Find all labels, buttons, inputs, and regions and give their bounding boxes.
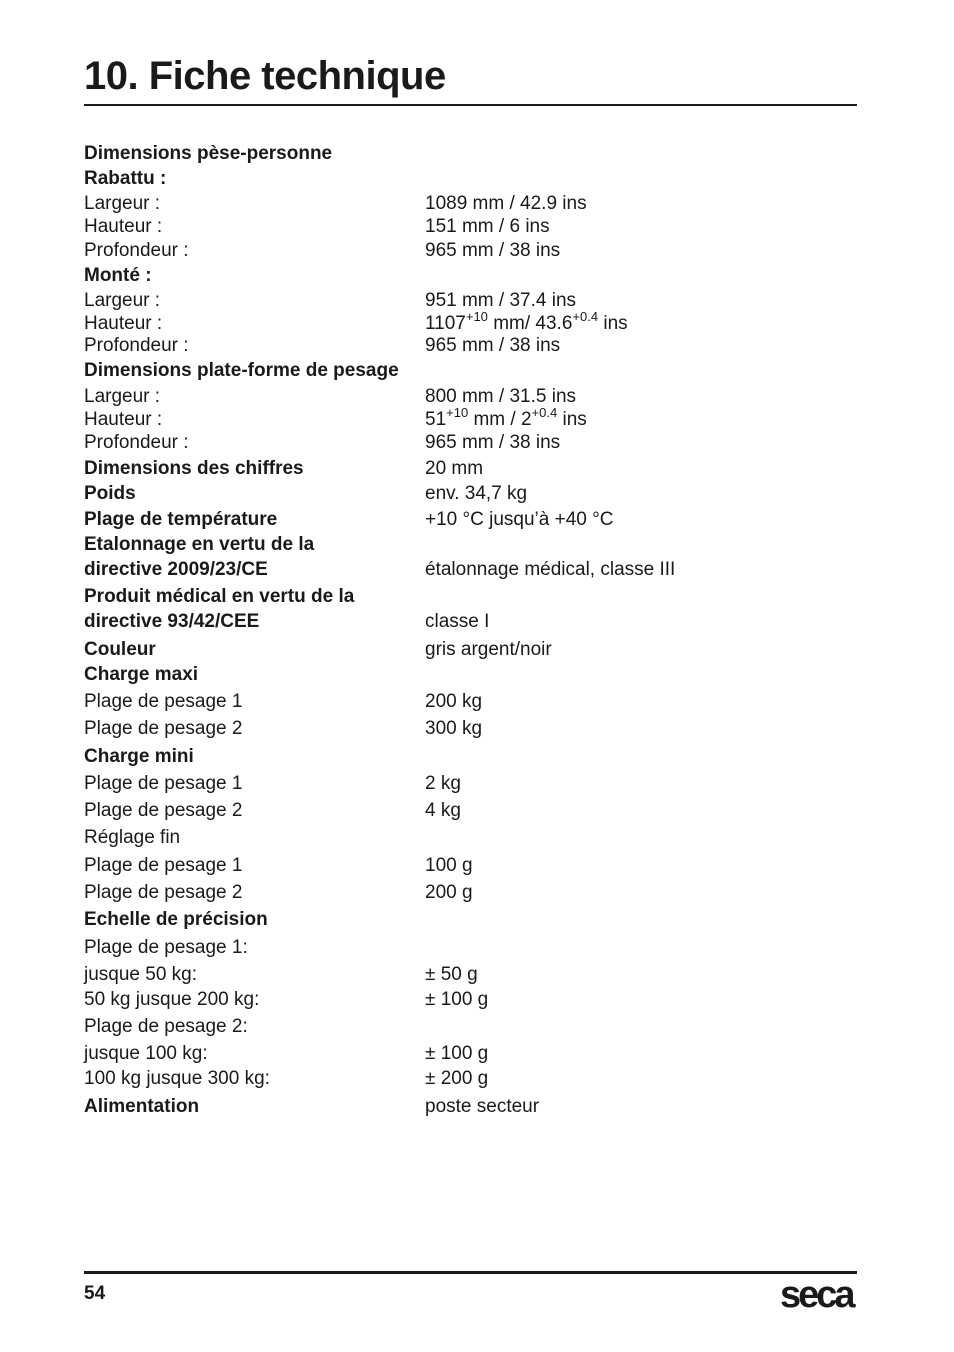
spec-label: jusque 100 kg: [84, 1043, 208, 1064]
spec-label: Alimentation [84, 1096, 200, 1117]
spec-label: Couleur [84, 639, 156, 660]
title-divider [84, 104, 857, 106]
spec-label: Hauteur : [84, 313, 163, 334]
spec-label: 100 kg jusque 300 kg: [84, 1068, 270, 1089]
spec-value: +10 °C jusqu’à +40 °C [425, 509, 614, 530]
spec-label: Dimensions des chiffres [84, 458, 304, 479]
spec-label: Profondeur : [84, 432, 189, 453]
spec-label: Charge mini [84, 746, 194, 767]
page-title: 10. Fiche technique [84, 54, 446, 98]
spec-label: Hauteur : [84, 409, 163, 430]
spec-value: 965 mm / 38 ins [425, 335, 561, 356]
spec-label: Monté : [84, 265, 152, 286]
spec-value: ± 50 g [425, 964, 478, 985]
spec-label: Plage de pesage 2 [84, 882, 243, 903]
spec-value-part: mm / 2 [468, 409, 532, 430]
spec-value-part: mm/ 43.6 [487, 313, 573, 334]
spec-label: Profondeur : [84, 240, 189, 261]
spec-value: ± 100 g [425, 1043, 489, 1064]
spec-label: directive 2009/23/CE [84, 559, 268, 580]
spec-value: 151 mm / 6 ins [425, 216, 550, 237]
spec-value: 951 mm / 37.4 ins [425, 290, 577, 311]
spec-value: 20 mm [425, 458, 484, 479]
spec-label: Hauteur : [84, 216, 163, 237]
spec-label: jusque 50 kg: [84, 964, 198, 985]
spec-value: poste secteur [425, 1096, 540, 1117]
tolerance-superscript: +0.4 [531, 404, 558, 420]
spec-label: Plage de température [84, 509, 278, 530]
spec-value-part: 51 [425, 409, 447, 430]
spec-value-part: 1107 [425, 313, 466, 334]
spec-label: Echelle de précision [84, 909, 268, 930]
spec-label: 50 kg jusque 200 kg: [84, 989, 260, 1010]
spec-label: Produit médical en vertu de la [84, 586, 355, 607]
spec-label: Etalonnage en vertu de la [84, 534, 315, 555]
spec-label: Plage de pesage 1 [84, 855, 243, 876]
spec-value [425, 404, 587, 431]
spec-value: 300 kg [425, 718, 483, 739]
spec-label: Largeur : [84, 386, 161, 407]
spec-value: 200 kg [425, 691, 483, 712]
spec-value: 800 mm / 31.5 ins [425, 386, 577, 407]
spec-label: Plage de pesage 2: [84, 1016, 248, 1037]
spec-value: 2 kg [425, 773, 461, 794]
spec-label: Profondeur : [84, 335, 189, 356]
footer-divider [84, 1271, 857, 1274]
spec-value: ± 200 g [425, 1068, 489, 1089]
spec-label: Charge maxi [84, 664, 199, 685]
spec-value: gris argent/noir [425, 639, 552, 660]
spec-label: Largeur : [84, 193, 161, 214]
spec-label: Rabattu : [84, 168, 167, 189]
spec-label: Plage de pesage 1 [84, 691, 243, 712]
spec-label: Plage de pesage 1: [84, 937, 248, 958]
spec-value: 100 g [425, 855, 473, 876]
spec-label: Dimensions pèse-personne [84, 143, 333, 164]
spec-value: classe I [425, 611, 490, 632]
spec-label: Dimensions plate-forme de pesage [84, 360, 399, 381]
spec-label: directive 93/42/CEE [84, 611, 260, 632]
tolerance-superscript: +10 [465, 308, 488, 324]
spec-value: 1089 mm / 42.9 ins [425, 193, 587, 214]
spec-value [425, 308, 628, 335]
spec-value-part: ins [557, 409, 587, 430]
spec-label: Plage de pesage 2 [84, 718, 243, 739]
spec-value: 965 mm / 38 ins [425, 240, 561, 261]
spec-label: Plage de pesage 2 [84, 800, 243, 821]
spec-value-part: ins [598, 313, 628, 334]
page-number: 54 [84, 1283, 106, 1304]
seca-logo: seca [780, 1274, 853, 1316]
spec-value: ± 100 g [425, 989, 489, 1010]
spec-value: étalonnage médical, classe III [425, 559, 676, 580]
tolerance-superscript: +10 [446, 404, 469, 420]
spec-value: env. 34,7 kg [425, 483, 528, 504]
spec-value: 4 kg [425, 800, 461, 821]
spec-value: 965 mm / 38 ins [425, 432, 561, 453]
spec-label: Poids [84, 483, 136, 504]
tolerance-superscript: +0.4 [572, 308, 599, 324]
spec-value: 200 g [425, 882, 473, 903]
spec-label: Largeur : [84, 290, 161, 311]
spec-label: Réglage fin [84, 827, 181, 848]
spec-label: Plage de pesage 1 [84, 773, 243, 794]
